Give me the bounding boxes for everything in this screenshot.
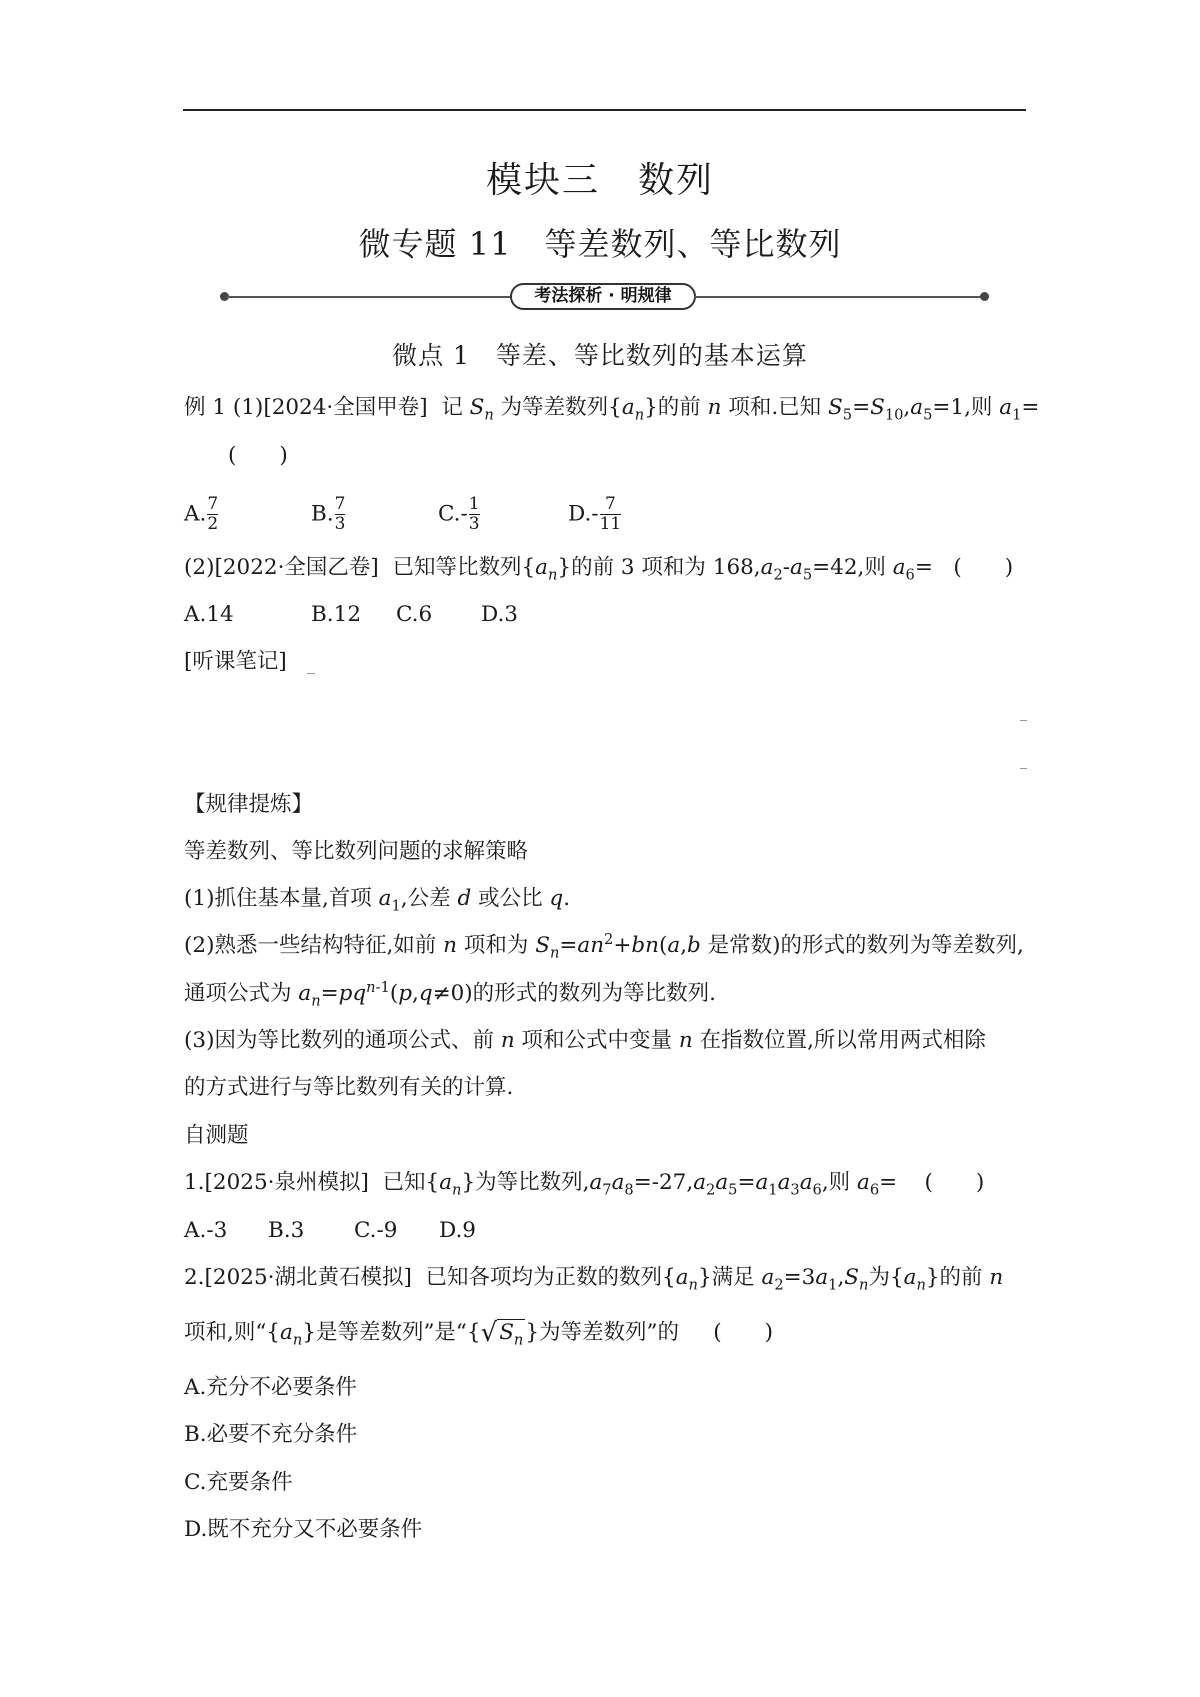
fraction: $\frac{7}{11}$ (599, 494, 622, 534)
fraction: $\frac{7}{2}$ (207, 494, 219, 534)
summary-heading: 【规律提炼】 (184, 792, 314, 817)
q2-source: [2022·全国乙卷] (214, 555, 379, 580)
summary-point-2: (2)熟悉一些结构特征,如前 n 项和为 $S_n=an^2+bn(a,b$ 是常数)的形式的数列为等差数列, (184, 930, 1024, 962)
ribbon-left-line (226, 296, 512, 298)
q1-answer-paren: ( ) (228, 443, 288, 468)
t2-option: D.既不充分又不必要条件 (184, 1517, 423, 1542)
summary-point-3: (3)因为等比数列的通项公式、前 n 项和公式中变量 n 在指数位置,所以常用两式相除 (184, 1028, 986, 1053)
t2-option: C.充要条件 (184, 1470, 293, 1495)
notes-mark (1020, 720, 1027, 721)
q1-option: D.- $\frac{7}{11}$ (568, 494, 622, 534)
q1-option: B. $\frac{7}{3}$ (311, 494, 346, 534)
q2-option: A.14 (184, 602, 234, 627)
notes-mark (1020, 768, 1027, 769)
q2-option: B.12 (311, 602, 361, 627)
q2-answer-paren: ( ) (953, 555, 1014, 580)
self-test-question2-cont: 项和,则“$\{a_n\}$是等差数列”是“$\{√S_n\}$为等差数列”的 ( ) (184, 1318, 773, 1349)
point-title: 微点 1 等差、等比数列的基本运算 (392, 341, 808, 370)
self-test-heading: 自测题 (184, 1123, 249, 1148)
ribbon-right-dot (980, 292, 989, 301)
module-title: 模块三 数列 (485, 160, 714, 201)
t1-option: A.-3 (184, 1218, 228, 1243)
t2-source: [2025·湖北黄石模拟] (204, 1265, 412, 1290)
q1-label: 例 1 (1) (184, 395, 264, 420)
example1-question2: (2)[2022·全国乙卷] 已知等比数列$\{a_n\}$的前 3 项和为 $168,a_2-a_5=42$,则 $a_6=$ ( ) (184, 555, 1014, 584)
t2-option: B.必要不充分条件 (184, 1422, 358, 1447)
summary-point-1: (1)抓住基本量,首项 $a_1$,公差 d 或公比 q. (184, 886, 571, 915)
q1-option: A. $\frac{7}{2}$ (184, 494, 219, 534)
sub-title: 微专题 11 等差数列、等比数列 (358, 225, 842, 263)
notes-label: [听课笔记] (184, 649, 287, 674)
q2-option: C.6 (396, 602, 433, 627)
notes-mark (307, 673, 315, 674)
section-ribbon: 考法探析 · 明规律 (510, 283, 696, 310)
ribbon-right-line (694, 296, 982, 298)
summary-point-3-cont: 的方式进行与等比数列有关的计算. (184, 1075, 514, 1100)
t2-answer-paren: ( ) (713, 1320, 773, 1345)
t1-option: B.3 (268, 1218, 305, 1243)
q2-option: D.3 (481, 602, 518, 627)
t1-option: C.-9 (354, 1218, 398, 1243)
t1-option: D.9 (439, 1218, 476, 1243)
self-test-question2: 2.[2025·湖北黄石模拟] 已知各项均为正数的数列$\{a_n\}$满足 $a_2=3a_1,S_n$为$\{a_n\}$的前 n (184, 1265, 1004, 1294)
q1-option: C.- $\frac{1}{3}$ (438, 494, 480, 534)
t1-answer-paren: ( ) (924, 1170, 985, 1195)
t1-source: [2025·泉州模拟] (204, 1170, 369, 1195)
example1-question1: 例 1 (1)[2024·全国甲卷] 记 $S_n$ 为等差数列$\{a_n\}$的前 n 项和.已知 $S_5=S_{10},a_5=1$,则 $a_1=$ (184, 395, 1040, 424)
q1-source: [2024·全国甲卷] (263, 395, 428, 420)
summary-point-2-cont: 通项公式为 $a_n=pq^{n-1}(p,q\ne 0)$的形式的数列为等比数列. (184, 978, 717, 1010)
t2-option: A.充分不必要条件 (184, 1375, 357, 1400)
sqrt-sn: $√S_n$ (480, 1318, 524, 1349)
fraction: $\frac{1}{3}$ (468, 494, 480, 534)
fraction: $\frac{7}{3}$ (334, 494, 346, 534)
top-rule (183, 109, 1026, 111)
self-test-question1: 1.[2025·泉州模拟] 已知$\{a_n\}$为等比数列$,a_7a_8=-27,a_2a_5=a_1a_3a_6$,则 $a_6=$ ( ) (184, 1170, 985, 1199)
summary-strategy: 等差数列、等比数列问题的求解策略 (184, 839, 529, 864)
